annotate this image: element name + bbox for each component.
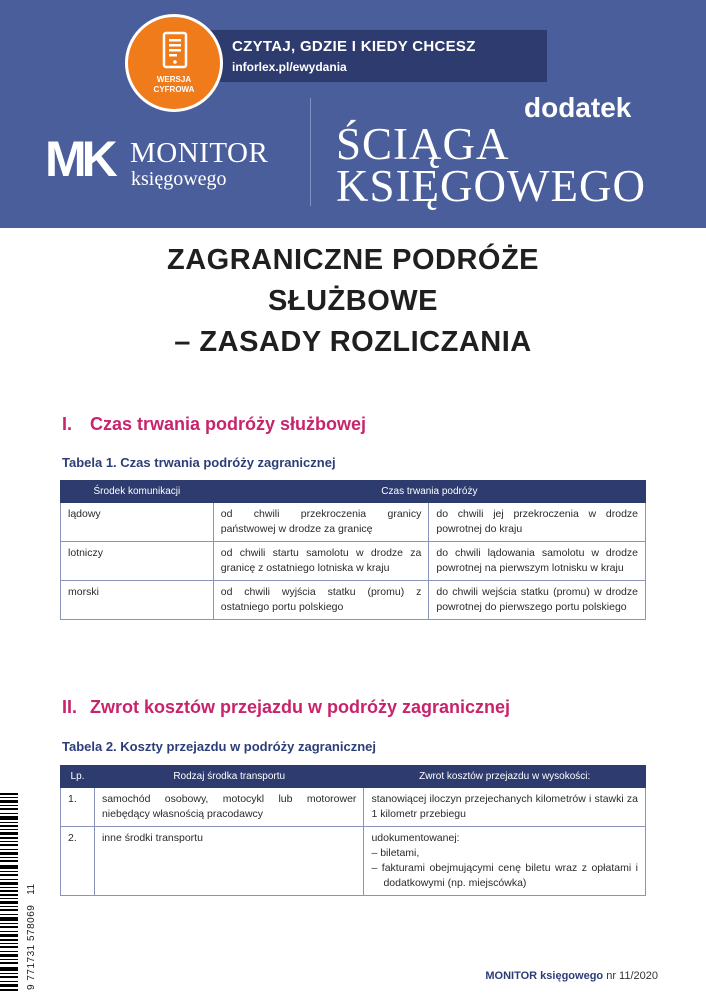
footer-issue: nr 11/2020 [606, 970, 658, 982]
refund-intro: udokumentowanej: [371, 832, 460, 844]
logo-subtitle: księgowego [131, 168, 227, 190]
table-cell: samochód osobowy, motocykl lub motorower niebędący własnością pracodawcy [94, 788, 363, 827]
table-row [61, 542, 646, 581]
header-divider [310, 98, 311, 206]
supplement-title-line2: KSIĘGOWEGO [336, 161, 646, 211]
table-cell: od chwili startu samolotu w drodze za granicę z ostatniego lotniska w kraju [213, 542, 429, 581]
logo-name: MONITOR [130, 137, 269, 169]
column-header: Lp. [61, 766, 95, 788]
table-cell: inne środki transportu [94, 827, 363, 896]
promo-slogan: CZYTAJ, GDZIE I KIEDY CHCESZ [232, 38, 476, 55]
travel-costs-table [60, 765, 646, 896]
section-1-heading [62, 414, 366, 435]
table-row [61, 581, 646, 620]
page-title-line2: SŁUŻBOWE [268, 285, 438, 317]
column-header: Rodzaj środka transportu [94, 766, 363, 788]
table-cell: morski [61, 581, 214, 620]
column-header: Zwrot kosztów przejazdu w wysokości: [364, 766, 646, 788]
header-banner [0, 0, 706, 228]
tablet-icon [158, 31, 194, 75]
section-2-title: Zwrot kosztów przejazdu w podróży zagranicznej [90, 697, 511, 717]
list-item: – biletami, [371, 847, 420, 859]
table-header-row [61, 766, 646, 788]
table-cell: do chwili jej przekroczenia w drodze powrotnej do kraju [429, 503, 646, 542]
page-title-line3: – ZASADY ROZLICZANIA [174, 326, 532, 358]
footer-brand: MONITOR księgowego [485, 970, 604, 982]
digital-version-badge[interactable] [125, 14, 223, 112]
footer-issue-info [485, 970, 658, 982]
logo-mark: MK [45, 131, 113, 187]
table-cell: 2. [61, 827, 95, 896]
table-2-caption: Tabela 2. Koszty przejazdu w podróży zagranicznej [62, 739, 376, 754]
section-2-number: II. [62, 697, 78, 717]
table-row [61, 503, 646, 542]
supplement-title-line1: ŚCIĄGA [336, 119, 510, 169]
table-cell: stanowiącej iloczyn przejechanych kilometrów i stawki za 1 kilometr przebiegu [364, 788, 646, 827]
table-cell [364, 827, 646, 896]
travel-duration-table [60, 480, 646, 620]
table-header-row [61, 481, 646, 503]
table-cell: do chwili wejścia statku (promu) w drodze powrotnej do pierwszego portu polskiego [429, 581, 646, 620]
table-cell: lotniczy [61, 542, 214, 581]
promo-link[interactable]: inforlex.pl/ewydania [232, 60, 347, 74]
table-cell: 1. [61, 788, 95, 827]
table-1-caption: Tabela 1. Czas trwania podróży zagranicznej [62, 455, 336, 470]
table-cell: od chwili przekroczenia granicy państwowej w drodze za granicę [213, 503, 429, 542]
supplement-label: dodatek [524, 92, 632, 123]
section-1-title: Czas trwania podróży służbowej [90, 414, 367, 434]
section-2-heading [62, 697, 510, 718]
page-title-line1: ZAGRANICZNE PODRÓŻE [167, 244, 539, 276]
promo-bar[interactable] [198, 30, 547, 82]
barcode-issue-code: 11 [26, 883, 37, 895]
barcode-number: 9 771731 578069 [26, 904, 37, 990]
barcode [0, 793, 28, 995]
column-header: Czas trwania podróży [213, 481, 645, 503]
list-item: – fakturami obejmującymi cenę biletu wraz z opłatami i dodatkowymi (np. miejscówka) [371, 862, 638, 889]
table-cell: lądowy [61, 503, 214, 542]
barcode-digits [26, 883, 37, 990]
table-cell: od chwili wyjścia statku (promu) z ostatniego portu polskiego [213, 581, 429, 620]
section-1-number: I. [62, 414, 73, 434]
table-row [61, 827, 646, 896]
badge-label-line1: WERSJA [156, 75, 192, 84]
badge-label-line2: CYFROWA [153, 85, 195, 94]
column-header: Środek komunikacji [61, 481, 214, 503]
table-cell: do chwili lądowania samolotu w drodze powrotnej na pierwszym lotnisku w kraju [429, 542, 646, 581]
table-row [61, 788, 646, 827]
